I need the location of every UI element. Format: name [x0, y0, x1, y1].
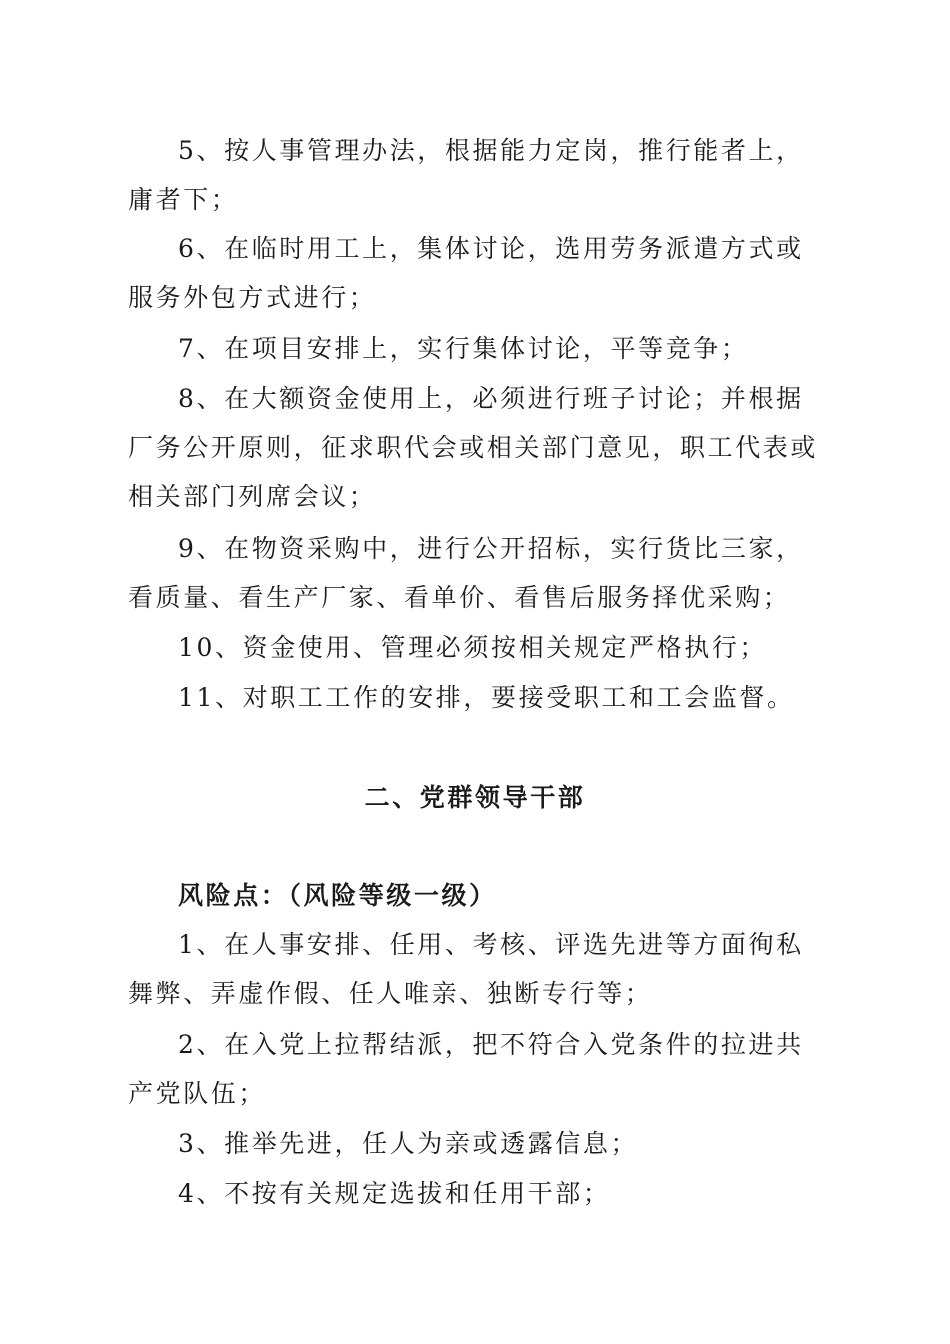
section-heading: 二、党群领导干部	[364, 783, 586, 812]
paragraph-risk-3: 3、推举先进，任人为亲或透露信息；	[178, 1129, 639, 1158]
paragraph-risk-4: 4、不按有关规定选拔和任用干部；	[178, 1179, 611, 1208]
paragraph-item-6: 6、在临时用工上，集体讨论，选用劳务派遣方式或服务外包方式进行；	[128, 234, 804, 312]
paragraph-item-10: 10、资金使用、管理必须按相关规定严格执行；	[178, 633, 768, 662]
risk-level-label: 风险点：（风险等级一级）	[178, 881, 497, 910]
paragraph-risk-1: 1、在人事安排、任用、考核、评选先进等方面徇私舞弊、弄虚作假、任人唯亲、独断专行等；	[128, 930, 804, 1008]
paragraph-item-9: 9、在物资采购中，进行公开招标，实行货比三家，看质量、看生产厂家、看单价、看售后服务择优采购；	[128, 534, 804, 612]
paragraph-item-5: 5、按人事管理办法，根据能力定岗，推行能者上，庸者下；	[128, 136, 804, 214]
paragraph-item-8: 8、在大额资金使用上，必须进行班子讨论；并根据厂务公开原则，征求职代会或相关部门意见，职工代表或相关部门列席会议；	[128, 384, 819, 511]
paragraph-item-11: 11、对职工工作的安排，要接受职工和工会监督。	[178, 683, 795, 712]
paragraph-risk-2: 2、在入党上拉帮结派，把不符合入党条件的拉进共产党队伍；	[128, 1030, 804, 1108]
paragraph-item-7: 7、在项目安排上，实行集体讨论，平等竞争；	[178, 334, 749, 363]
